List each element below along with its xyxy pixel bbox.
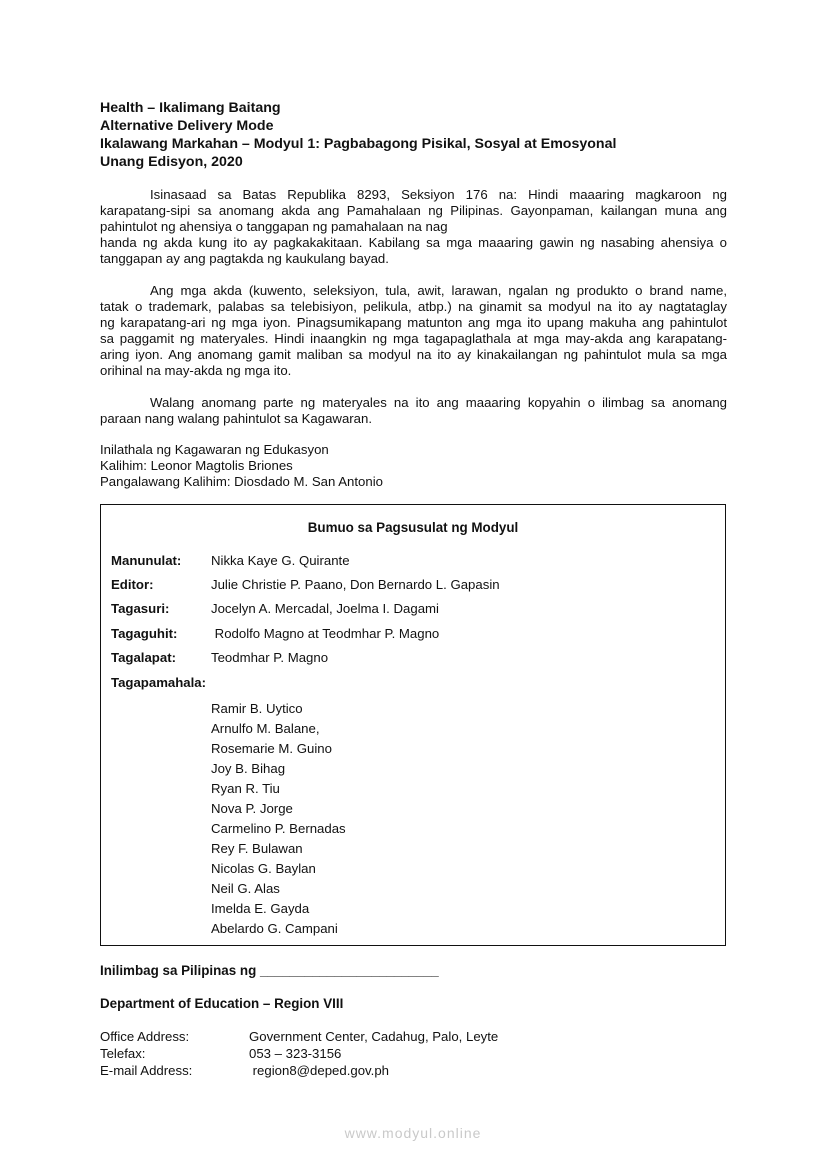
- contact-value: 053 – 323-3156: [249, 1046, 342, 1061]
- manager-name: Abelardo G. Campani: [211, 921, 338, 936]
- paragraph-line: sa paggamit ng materyales. Hindi inaangkin ng mga tagapaglathala at mga may-akda ang karapatang-: [100, 331, 727, 346]
- role-value: Teodmhar P. Magno: [211, 650, 329, 665]
- manager-name: Joy B. Bihag: [211, 761, 286, 776]
- reproduction-paragraph: [100, 395, 727, 427]
- contact-telefax: [100, 1045, 498, 1062]
- contact-label: Telefax:: [100, 1046, 146, 1061]
- paragraph-line: karapatang-sipi sa anomang akda ang Pamahalaan ng Pilipinas. Gayonpaman, kailangan muna ang: [100, 203, 727, 218]
- module-title: Ikalawang Markahan – Modyul 1: Pagbabagong Pisikal, Sosyal at Emosyonal: [100, 136, 617, 152]
- role-layout-artist: [111, 650, 328, 665]
- paragraph-line: pahintulot ng ahensiya o tanggapan ng pamahalaan na nag: [100, 219, 448, 234]
- contact-info: [100, 1028, 498, 1079]
- manager-name: Imelda E. Gayda: [211, 901, 310, 916]
- paragraph-line: handa ng akda kung ito ay pagkakakitaan. Kabilang sa mga maaaring gawin ng nasabing ahensiya o: [100, 235, 727, 250]
- manager-name: Ryan R. Tiu: [211, 781, 280, 796]
- manager-name: Nova P. Jorge: [211, 801, 293, 816]
- role-illustrator: [111, 626, 439, 641]
- paragraph-line: tanggapan ay ang pagtakda ng kaukulang bayad.: [100, 251, 389, 266]
- role-label: Tagaguhit:: [111, 626, 178, 641]
- manager-name: Arnulfo M. Balane,: [211, 721, 320, 736]
- role-reviewer: [111, 601, 439, 616]
- contact-value: region8@deped.gov.ph: [249, 1063, 389, 1078]
- edition: Unang Edisyon, 2020: [100, 154, 243, 170]
- paragraph-line: Walang anomang parte ng materyales na ito ang maaaring kopyahin o ilimbag sa anomang: [150, 395, 727, 410]
- paragraph-line: ng karapatang-ari ng mga iyon. Pinagsumikapang matunton ang mga ito upang makuha ang pahintulot: [100, 315, 727, 330]
- undersecretary-line: Pangalawang Kalihim: Diosdado M. San Antonio: [100, 474, 383, 489]
- publisher-line: Inilathala ng Kagawaran ng Edukasyon: [100, 442, 329, 457]
- paragraph-line: Ang mga akda (kuwento, seleksiyon, tula, awit, larawan, ngalan ng produkto o brand name,: [150, 283, 727, 298]
- printed-in-line: Inilimbag sa Pilipinas ng ________________________: [100, 963, 439, 978]
- manager-name: Carmelino P. Bernadas: [211, 821, 346, 836]
- works-paragraph: [100, 283, 727, 379]
- role-label: Tagasuri:: [111, 601, 170, 616]
- department-heading: Department of Education – Region VIII: [100, 996, 344, 1011]
- role-value: Nikka Kaye G. Quirante: [211, 553, 350, 568]
- title-block: [100, 99, 740, 171]
- manager-name: Rosemarie M. Guino: [211, 741, 332, 756]
- paragraph-line: paraan nang walang pahintulot sa Kagawaran.: [100, 411, 373, 426]
- manager-name: Ramir B. Uytico: [211, 701, 303, 716]
- delivery-mode: Alternative Delivery Mode: [100, 118, 274, 134]
- publisher-info: [100, 442, 383, 490]
- role-writer: [111, 553, 350, 568]
- paragraph-line: orihinal na may-akda ng mga ito.: [100, 363, 292, 378]
- manager-name: Nicolas G. Baylan: [211, 861, 316, 876]
- role-value: Julie Christie P. Paano, Don Bernardo L. Gapasin: [211, 577, 500, 592]
- watermark: www.modyul.online: [344, 1125, 482, 1141]
- paragraph-line: tatak o trademark, palabas sa telebisiyon, pelikula, atbp.) na ginamit sa modyul na ito ay nagtataglay: [100, 299, 727, 314]
- copyright-paragraph: [100, 187, 727, 267]
- manager-name: Rey F. Bulawan: [211, 841, 303, 856]
- role-label: Tagapamahala:: [111, 675, 207, 690]
- subject-title: Health – Ikalimang Baitang: [100, 100, 281, 116]
- role-label: Manunulat:: [111, 553, 182, 568]
- contact-label: Office Address:: [100, 1029, 190, 1044]
- role-label: Editor:: [111, 577, 154, 592]
- role-value: Jocelyn A. Mercadal, Joelma I. Dagami: [211, 601, 439, 616]
- contact-office: [100, 1028, 498, 1045]
- role-value: Rodolfo Magno at Teodmhar P. Magno: [211, 626, 440, 641]
- paragraph-line: aring iyon. Ang anomang gamit maliban sa modyul na ito ay kinakailangan ng pahintulot mula sa mga: [100, 347, 727, 362]
- development-team-box: [100, 504, 726, 946]
- manager-name: Neil G. Alas: [211, 881, 280, 896]
- contact-value: Government Center, Cadahug, Palo, Leyte: [249, 1029, 499, 1044]
- secretary-line: Kalihim: Leonor Magtolis Briones: [100, 458, 293, 473]
- contact-label: E-mail Address:: [100, 1063, 193, 1078]
- contact-email: [100, 1062, 498, 1079]
- role-management: [111, 675, 211, 690]
- management-list: [211, 699, 346, 939]
- role-label: Tagalapat:: [111, 650, 176, 665]
- role-editor: [111, 577, 500, 592]
- box-title: Bumuo sa Pagsusulat ng Modyul: [307, 520, 519, 535]
- paragraph-line: Isinasaad sa Batas Republika 8293, Seksiyon 176 na: Hindi maaaring magkaroon ng: [150, 187, 727, 202]
